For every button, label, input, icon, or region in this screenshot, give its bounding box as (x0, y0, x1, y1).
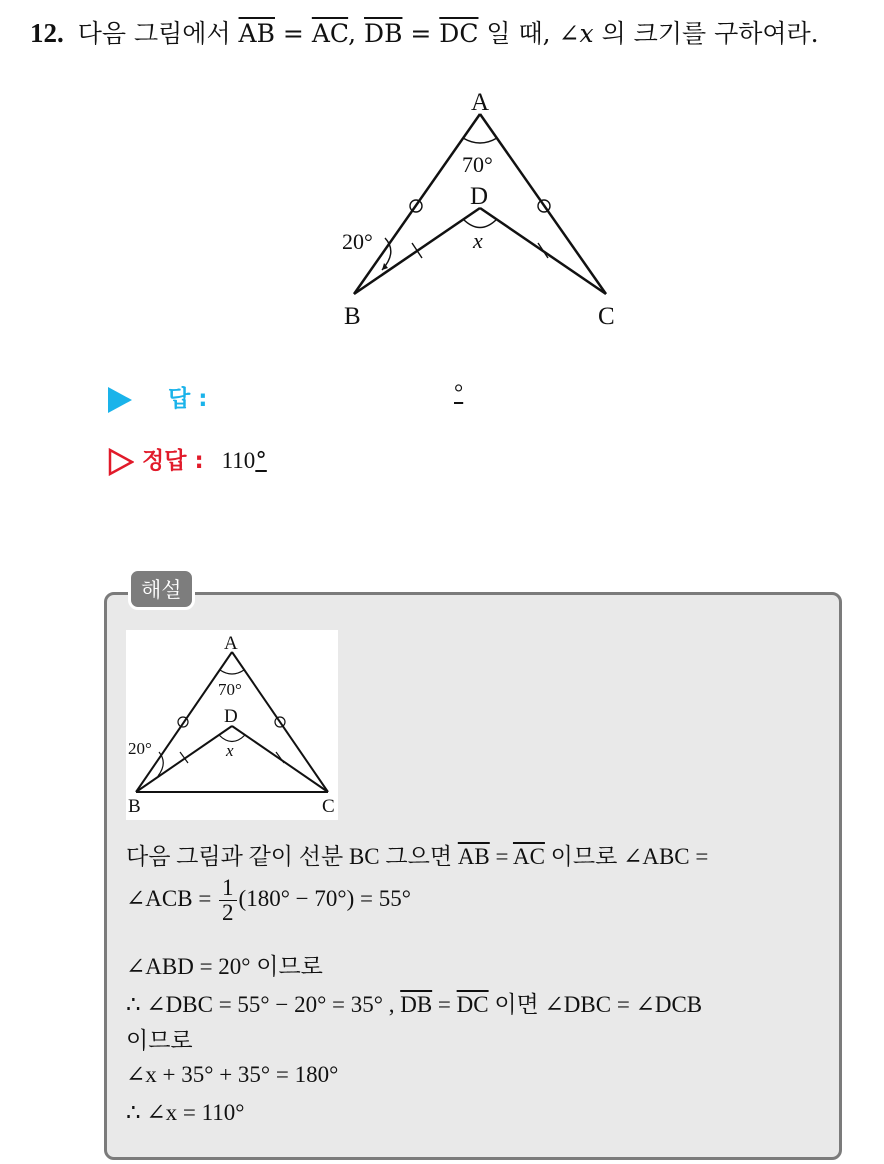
solution-line-2 (126, 876, 411, 925)
solution-figure (126, 630, 338, 820)
equals-sign: = (432, 992, 457, 1017)
equal-mark-tick (538, 243, 548, 258)
question-text-part: 일 때, (478, 19, 559, 48)
solution-text: 이므로 ∠ABC = (544, 844, 709, 869)
correct-label: 정답 : (142, 448, 204, 474)
solution-line-5: 이므로 (126, 1028, 193, 1053)
segment-ac-line (480, 114, 606, 294)
answer-unit: ° (454, 380, 464, 405)
correct-arrow-icon (108, 448, 134, 476)
equal-mark-tick (412, 243, 422, 258)
solution-line-7: ∴ ∠x = 110° (126, 1100, 245, 1125)
correct-unit: ° (255, 448, 267, 474)
fraction-denominator: 2 (222, 900, 234, 926)
vertex-label-c: C (598, 303, 615, 330)
segment-ab: $\overline{AB}$ (238, 19, 275, 48)
vertex-label-a: A (224, 633, 238, 654)
vertex-label-d: D (470, 183, 489, 210)
segment-db: $\overline{DB}$ (400, 992, 433, 1017)
angle-label-x: x (226, 741, 234, 760)
correct-value: 110 (221, 448, 256, 473)
segment-dc: $\overline{DC}$ (456, 992, 489, 1017)
angle-x: ∠x (558, 19, 594, 48)
solution-text: 이면 ∠DBC = ∠DCB (488, 992, 703, 1017)
vertex-label-b: B (344, 303, 361, 330)
solution-text: ∠ACB = (126, 885, 218, 911)
angle-label-x: x (473, 228, 483, 253)
answer-row (108, 380, 464, 413)
answer-arrow-icon (108, 387, 132, 413)
segment-ab: $\overline{AB}$ (457, 844, 490, 869)
vertex-label-b: B (128, 796, 141, 817)
angle-label-20: 20° (342, 229, 373, 254)
equals-sign: = (274, 19, 312, 48)
comma: , (348, 19, 365, 48)
angle-label-20: 20° (128, 739, 152, 758)
solution-line-6: ∠x + 35° + 35° = 180° (126, 1062, 339, 1087)
angle-arc-a (463, 138, 497, 143)
segment-ab-line (354, 114, 480, 294)
segment-ac: $\overline{AC}$ (512, 844, 545, 869)
solution-text: (180° − 70°) = 55° (238, 885, 411, 911)
answer-label: 답 : (168, 386, 208, 412)
solution-line-4 (126, 986, 702, 1019)
vertex-label-a: A (471, 89, 490, 116)
segment-ac: $\overline{AC}$ (311, 19, 349, 48)
angle-arc-d (463, 219, 497, 228)
solution-line-1 (126, 838, 708, 871)
fraction-numerator: 1 (219, 876, 237, 901)
segment-db: $\overline{DB}$ (364, 19, 403, 48)
equals-sign: = (402, 19, 440, 48)
equals-sign: = (489, 844, 513, 869)
angle-label-70: 70° (218, 680, 242, 699)
fraction (219, 876, 237, 925)
vertex-label-d: D (224, 706, 238, 727)
solution-line-3: ∠ABD = 20° 이므로 (126, 954, 323, 979)
correct-answer-row (108, 442, 267, 476)
question-text-part: 의 크기를 구하여라. (593, 19, 819, 48)
solution-text: 다음 그림과 같이 선분 BC 그으면 (126, 844, 458, 869)
solution-text: ∴ ∠DBC = 55° − 20° = 35° , (126, 992, 401, 1017)
segment-dc: $\overline{DC}$ (439, 19, 479, 48)
triangle-figure (330, 82, 630, 332)
vertex-label-c: C (322, 796, 335, 817)
question-number: 12. (30, 18, 64, 48)
question-text-part: 다음 그림에서 (77, 19, 239, 48)
question-text (30, 14, 819, 50)
angle-label-70: 70° (462, 152, 493, 177)
solution-tag: 해설 (128, 568, 195, 610)
